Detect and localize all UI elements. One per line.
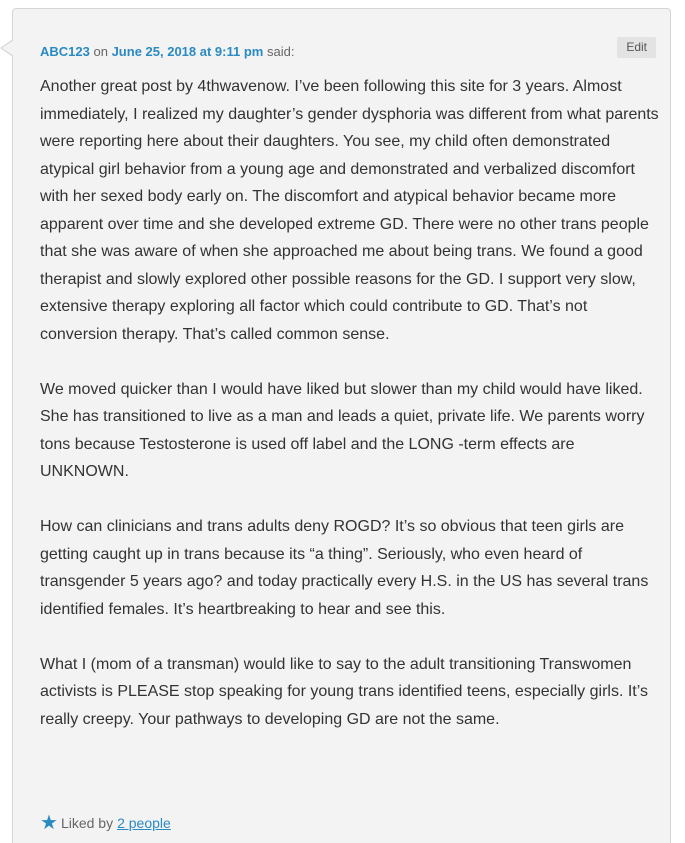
comment-card bbox=[12, 8, 671, 843]
comment-paragraph-3: How can clinicians and trans adults deny ROGD? It’s so obvious that teen girls are getting caught up in trans because its “a thing”. Seriously, who even heard of transgender 5 years ago? and today practically every H.S. in the US has several trans identified females. It’s heartbreaking to hear and see this. bbox=[40, 518, 649, 618]
comment-paragraph-4: What I (mom of a transman) would like to say to the adult transitioning Transwomen activists is PLEASE stop speaking for young trans identified teens, especially girls. It’s really creepy. Your pathways to developing GD are not the same. bbox=[40, 655, 649, 728]
comment-paragraph-2: We moved quicker than I would have liked but slower than my child would have liked. She has transitioned to live as a man and leads a quiet, private life. We parents worry tons because Testosterone is used off label and the LONG -term effects are UNKNOWN. bbox=[40, 380, 645, 480]
likes-prefix: Liked by bbox=[60, 815, 114, 831]
star-icon: ★ bbox=[40, 812, 58, 834]
likes-row bbox=[40, 813, 171, 833]
edit-button[interactable]: Edit bbox=[617, 37, 656, 58]
comment-meta bbox=[40, 44, 294, 59]
comment-pointer-inner bbox=[2, 40, 14, 56]
comment-body bbox=[40, 73, 660, 761]
author-link[interactable]: ABC123 bbox=[40, 44, 90, 59]
likes-count-link[interactable]: 2 people bbox=[117, 815, 171, 831]
comment-paragraph-1: Another great post by 4thwavenow. I’ve been following this site for 3 years. Almost immediately, I realized my daughter’s gender dysphoria was different from what parents were reporting here about their daughters. You see, my child often demonstrated atypical girl behavior from a young age and demonstrated and verbalized discomfort with her sexed body early on. The discomfort and atypical behavior became more apparent over time and she developed extreme GD. There were no other trans people that she was aware of when she approached me about being trans. We found a good therapist and slowly explored other possible reasons for the GD. I support very slow, extensive therapy exploring all factor which could contribute to GD. That’s not conversion therapy. That’s called common sense. bbox=[40, 78, 659, 343]
comment-date-link[interactable]: June 25, 2018 at 9:11 pm bbox=[111, 44, 264, 59]
on-text: on bbox=[93, 44, 108, 59]
said-text: said: bbox=[266, 44, 295, 59]
